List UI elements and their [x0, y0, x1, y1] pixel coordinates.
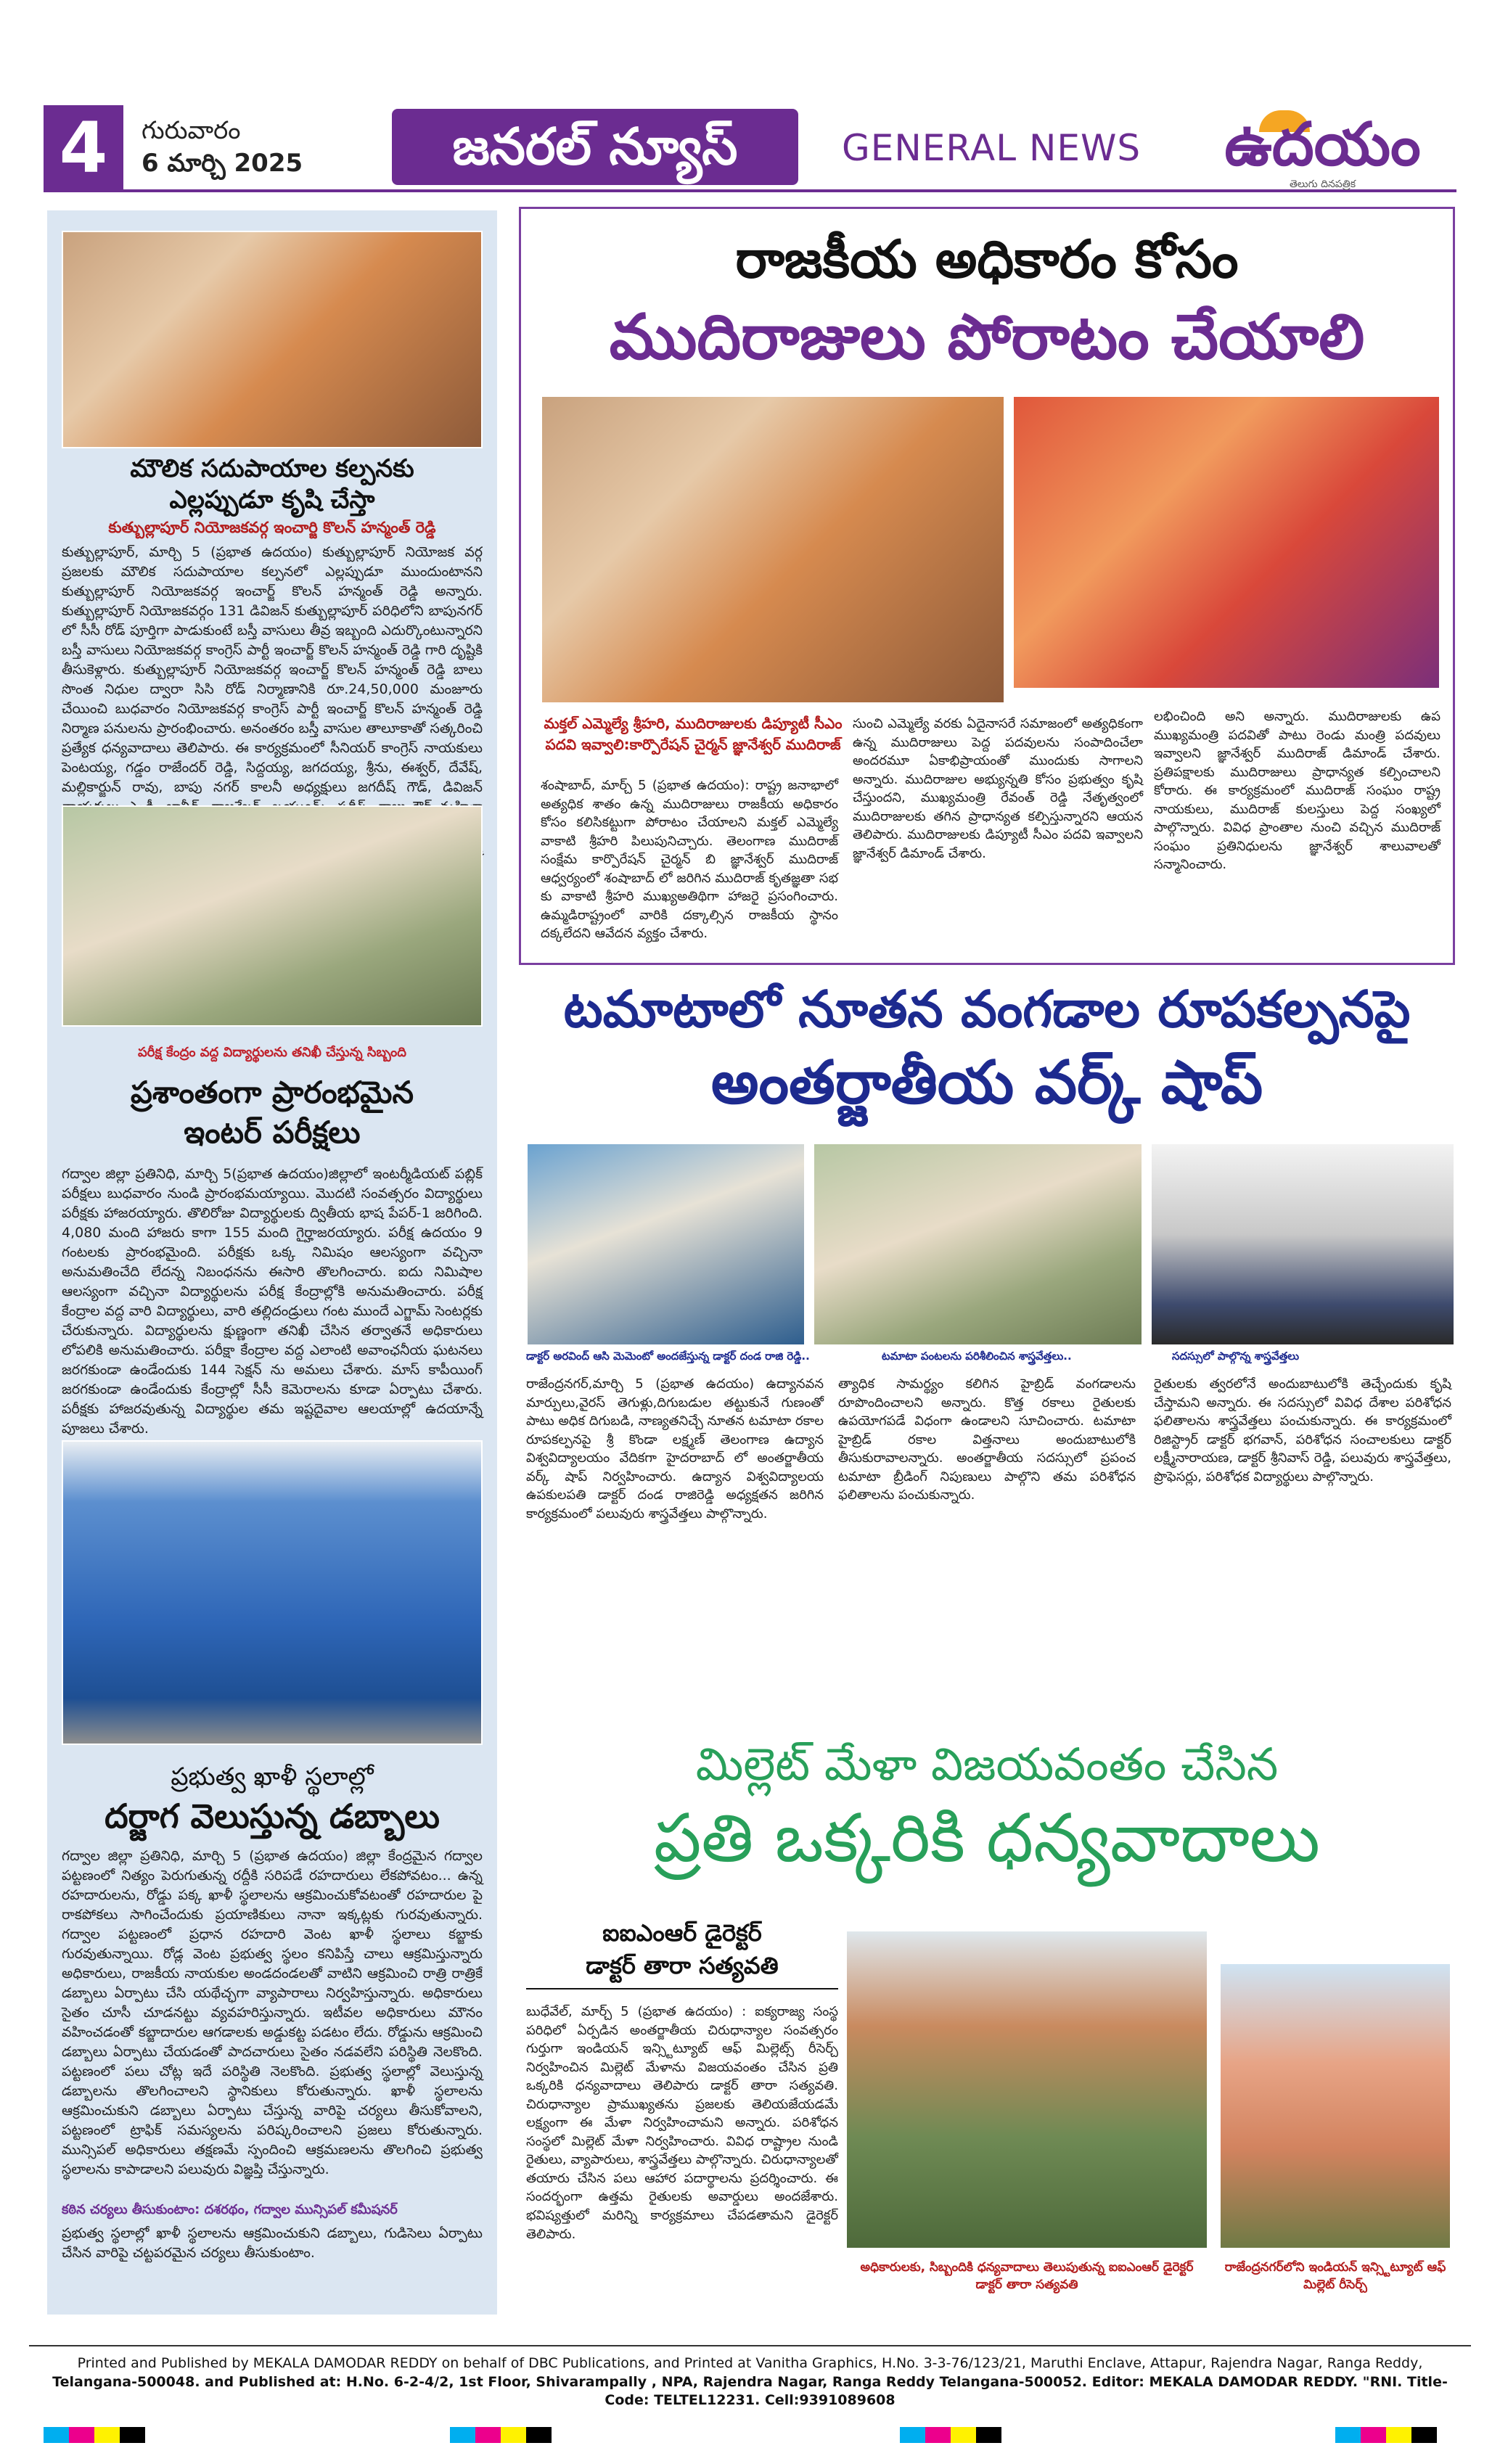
registration-mark — [1335, 2427, 1437, 2443]
main-story3-caption-2: రాజేంద్రనగర్‌లోని ఇండియన్ ఇన్స్టిట్యూట్ ఆఫ్ మిల్లెట్ రీసెర్చ్ — [1224, 2260, 1446, 2292]
imprint-line-1: Printed and Published by MEKALA DAMODAR REDDY on behalf of DBC Publications, and Printed at Vanitha Graphics, H.No. 3-3-76/123/21, Maruthi Enclave, Attapur, Rajendra Nagar, Ranga Reddy, — [77, 2355, 1423, 2371]
main-story2-headline-1: టమాటాలో నూతన వంగడాల రూపకల్పనపై — [563, 980, 1411, 1039]
left-story3-footer-caption: కఠిన చర్యలు తీసుకుంటాం: దశరథం, గద్వాల మున్సిపల్ కమీషనర్ — [62, 2202, 398, 2217]
photo-millet-research-building — [1219, 1963, 1451, 2249]
page-number: 4 — [44, 105, 123, 191]
photo-exam-center — [62, 805, 483, 1027]
left-story2-caption: పరీక్ష కేంద్రం వద్ద విద్యార్థులను తనిఖీ చేస్తున్న సిబ్బంది — [137, 1045, 407, 1060]
subhead-divider — [526, 1988, 838, 1989]
main-story1-headline-2: ముదిరాజులు పోరాటం చేయాలి — [609, 301, 1365, 374]
main-story1-col2: సుంచి ఎమ్మెల్యే వరకు ఏదైనాసరే సమాజంలో అత్యధికంగా ఉన్న ముదిరాజులు పెద్ద పదవులను సంపాదించేలా అందరమూ ఏకాభిప్రాయంతో ముందుకు సాగాలని అన్నారు. ముదిరాజుల అభ్యున్నతి కోసం ప్రభుత్వం కృషి చేస్తుందని, ముఖ్యమంత్రి రేవంత్ రెడ్డి నేతృత్వంలో ముదిరాజులకు తగిన ప్రాధాన్యత కల్పిస్తున్నారని ఆయన తెలిపారు. ముదిరాజులకు డిప్యూటీ సీఎం పదవి ఇవ్వాలని జ్ఞానేశ్వర్ డిమాండ్ చేశారు. — [853, 716, 1143, 861]
main-story1-caption: మక్తల్ ఎమ్మెల్యే శ్రీహరి, ముదిరాజులకు డిప్యూటీ సీఎం పదవి ఇవ్వాలి:కార్పొరేషన్ చైర్మన్ జ్ఞానేశ్వర్ ముదిరాజ్ — [544, 715, 843, 753]
section-title-english: GENERAL NEWS — [842, 127, 1142, 169]
registration-mark — [44, 2427, 145, 2443]
main-story3-col1: బుధేవేల్, మార్చ్ 5 (ప్రభాత ఉదయం) : ఐక్యరాజ్య సంస్థ పరిధిలో ఏర్పడిన అంతర్జాతీయ చిరుధాన్యాల సంవత్సరం గుర్తుగా ఇండియన్ ఇన్స్టిట్యూట్ ఆఫ్ మిల్లెట్స్ రీసెర్చ్ నిర్వహించిన మిల్లెట్ మేళాను విజయవంతం చేసిన ప్రతి ఒక్కరికి ధన్యవాదాలు తెలిపారు డాక్టర్ తారా సత్యవతి. చిరుధాన్యాల ప్రాముఖ్యతను ప్రజలకు తెలియజేయడమే లక్ష్యంగా ఈ మేళా నిర్వహించామని అన్నారు. పరిశోధన సంస్థలో మిల్లెట్ మేళా నిర్వహించారు. వివిధ రాష్ట్రాల నుండి రైతులు, వ్యాపారులు, శాస్త్రవేత్తలు పాల్గొన్నారు. చిరుధాన్యాలతో తయారు చేసిన పలు ఆహార పదార్థాలను ప్రదర్శించారు. ఈ సందర్భంగా ఉత్తమ రైతులకు అవార్డులు అందజేశారు. భవిష్యత్తులో మరిన్ని కార్యక్రమాలు చేపడతామని డైరెక్టర్ తెలిపారు. — [526, 2004, 838, 2242]
left-story1-body: కుత్బుల్లాపూర్, మార్చి 5 (ప్రభాత ఉదయం) కుత్బుల్లాపూర్ నియోజక వర్గ ప్రజలకు మౌలిక సదుపాయాల కల్పనలో ఎల్లప్పుడూ ముందుంటానని కుత్బుల్లాపూర్ నియోజకవర్గ ఇంచార్జ్ కొలన్ హన్మంత్ రెడ్డి అన్నారు. కుత్బుల్లాపూర్ నియోజకవర్గం 131 డివిజన్ కుత్బుల్లాపూర్ పరిధిలోని బాపునగర్ లో సీసీ రోడ్ పూర్తిగా పాడుకుంటే బస్తీ వాసులు తీవ్ర ఇబ్బంది ఎదుర్కొంటున్నారని బస్తీ వాసులు నియోజకవర్గ కాంగ్రెస్ పార్టీ ఇంచార్జ్ కొలన్ హన్మంత్ రెడ్డి గారి దృష్టికి తీసుకెళ్లారు. కుత్బుల్లాపూర్ నియోజకవర్గ ఇంచార్జ్ కొలన్ హన్మంత్ రెడ్డి బాలు సొంత నిధుల ద్వారా సిసి రోడ్ నిర్మాణానికి రూ.24,50,000 మంజూరు చేయించి బుధవారం నియోజకవర్గ కాంగ్రెస్ పార్టీ ఇంచార్జ్ కొలన్ హన్మంత్ రెడ్డి నిర్మాణ పనులను ప్రారంభించారు. అనంతరం బస్తీ వాసుల తాలూకాతో సత్కరించి ప్రత్యేక ధన్యవాదాలు తెలిపారు. ఈ కార్యక్రమంలో సీనియర్ కాంగ్రెస్ నాయకులు పెంటయ్య, గడ్డం రాజేందర్ రెడ్డి, సిద్దయ్య, జగదయ్య, శ్రీను, ఈశ్వర్, దేవేష్, మల్లికార్జున్ రావు, బాపు నగర్ కాలనీ అధ్యక్షులు జగదీష్ గౌడ్, డివిజన్ — [62, 544, 483, 795]
issue-date: 6 మార్చి 2025 — [142, 149, 303, 178]
main-story1-col3: లభించింది అని అన్నారు. ముదిరాజులకు ఉప ముఖ్యమంత్రి పదవితో పాటు రెండు మంత్రి పదవులు ఇవ్వాలని జ్ఞానేశ్వర్ ముదిరాజ్ డిమాండ్ చేశారు. ప్రతిపక్షాలకు ముదిరాజులు ప్రాధాన్యత కల్పించాలని కోరారు. ఈ కార్యక్రమంలో ముదిరాజ్ సంఘం రాష్ట్ర నాయకులు, ముదిరాజ్ కులస్తులు పెద్ద సంఖ్యలో పాల్గొన్నారు. వివిధ ప్రాంతాల నుంచి వచ్చిన ముదిరాజ్ సంఘం ప్రతినిధులను జ్ఞానేశ్వర్ శాలువాలతో సన్మానించారు. — [1154, 709, 1440, 873]
photo-memento-handover — [526, 1143, 806, 1346]
issue-day: గురువారం — [142, 116, 241, 145]
left-story3-footer-body: ప్రభుత్వ స్థలాల్లో ఖాళీ స్థలాలను ఆక్రమించుకుని డబ్బాలు, గుడిసెలు ఏర్పాటు చేసిన వారిపై చట్టపరమైన చర్యలు తీసుకుంటాం. — [62, 2225, 483, 2261]
main-story3-subhead-1: ఐఐఎంఆర్ డైరెక్టర్ — [602, 1919, 762, 1947]
main-story2-caption-2: టమాటా పంటలను పరిశీలించిన శాస్త్రవేత్తలు.. — [882, 1350, 1072, 1363]
section-title-telugu: జనరల్ న్యూస్ — [392, 109, 798, 185]
main-story2-col2: త్యాధిక సామర్థ్యం కలిగిన హైబ్రిడ్ వంగడాలను రూపొందించాలని అన్నారు. కొత్త రకాలు రైతులకు ఉపయోగపడే విధంగా ఉండాలని సూచించారు. టమాటా హైబ్రిడ్ రకాల విత్తనాలు అందుబాటులోకి తీసుకురావాలన్నారు. అంతర్జాతీయ సదస్సులో ప్రపంచ టమాటా బ్రీడింగ్ నిపుణులు పాల్గొని తమ పరిశోధన ఫలితాలను పంచుకున్నారు. — [838, 1376, 1136, 1503]
photo-mudiraj-stage — [1012, 395, 1440, 689]
photo-blue-container-stall — [62, 1440, 483, 1745]
registration-mark — [900, 2427, 1001, 2443]
main-story2-caption-1: డాక్టర్ అరవింద్ ఆసి మెమెంటో అందజేస్తున్న డాక్టర్ దండ రాజి రెడ్డి.. — [526, 1350, 810, 1363]
main-story1-col1: శంషాబాద్, మార్చ్ 5 (ప్రభాత ఉదయం): రాష్ట్ర జనాభాలో అత్యధిక శాతం ఉన్న ముదిరాజులు రాజకీయ అధికారం కోసం కలిసికట్టుగా పోరాటం చేయాలని మక్తల్ ఎమ్మెల్యే వాకాటి శ్రీహరి పిలుపునిచ్చారు. తెలంగాణ ముదిరాజ్ సంక్షేమ కార్పొరేషన్ చైర్మన్ బి జ్ఞానేశ్వర్ ముదిరాజ్ ఆధ్వర్యంలో శంషాబాద్ లో జరిగిన ముదిరాజ్ కృతజ్ఞతా సభ కు వాకాటి శ్రీహరి ముఖ్యఅతిథిగా హాజరై ప్రసంగించారు. ఉమ్మడిరాష్ట్రంలో వారికి దక్కాల్సిన రాజకీయ స్థానం దక్కలేదని ఆవేదన వ్యక్తం చేశారు. — [541, 778, 838, 942]
left-story1-headline-2: ఎల్లప్పుడూ కృషి చేస్తా — [169, 485, 375, 514]
photo-workshop-hall — [1150, 1143, 1455, 1346]
main-story2-col3: రైతులకు త్వరలోనే అందుబాటులోకి తెచ్చేందుకు కృషి చేస్తామని అన్నారు. ఈ సదస్సులో వివిధ దేశాల పరిశోధన ఫలితాలను శాస్త్రవేత్తలు పంచుకున్నారు. ఈ కార్యక్రమంలో రిజిస్ట్రార్ డాక్టర్ భగవాన్, పరిశోధన సంచాలకులు డాక్టర్ లక్ష్మీనారాయణ, డాక్టర్ శ్రీనివాస్ రెడ్డి, పలువురు శాస్త్రవేత్తలు, ప్రొఫెసర్లు, పరిశోధక విద్యార్థులు పాల్గొన్నారు. — [1154, 1376, 1451, 1484]
left-story3-headline-1: ప్రభుత్వ ఖాళీ స్థలాల్లో — [171, 1762, 374, 1791]
left-story2-headline-1: ప్రశాంతంగా ప్రారంభమైన — [131, 1075, 414, 1110]
left-story3-headline-2: దర్జాగ వెలుస్తున్న డబ్బాలు — [104, 1796, 440, 1836]
main-story2-col1: రాజేంద్రనగర్,మార్చి 5 (ప్రభాత ఉదయం) ఉద్యానవన మార్పులు,వైరస్ తెగుళ్లు,దిగుబడుల తట్టుకునే గుణంతో పాటు అధిక దిగుబడి, నాణ్యతనిచ్చే నూతన టమాటా రకాల రూపకల్పనపై శ్రీ కొండా లక్ష్మణ్ తెలంగాణ ఉద్యాన విశ్వవిద్యాలయం వేదికగా హైదరాబాద్ లో అంతర్జాతీయ వర్క్ షాప్ నిర్వహించారు. ఉద్యాన విశ్వవిద్యాలయ ఉపకులపతి డాక్టర్ దండ రాజిరెడ్డి అధ్యక్షతన జరిగిన కార్యక్రమంలో పలువురు శాస్త్రవేత్తలు పాల్గొన్నారు. — [526, 1376, 824, 1521]
photo-mudiraj-felicitation — [541, 395, 1005, 704]
newspaper-logo: ఉదయం — [1224, 110, 1421, 179]
left-story3-body: గద్వాల జిల్లా ప్రతినిధి, మార్చి 5 (ప్రభాత ఉదయం) జిల్లా కేంద్రమైన గద్వాల పట్టణంలో నిత్యం పెరుగుతున్న రద్దీకి సరిపడే రహదారులు లేకపోవటం... ఉన్న రహదారులను, రోడ్డు పక్క ఖాళీ స్థలాలను ఆక్రమించుకోవటంతో రహదారుల పై రాకపోకలు సాగించేందుకు ప్రయాణికులు నానా ఇక్కట్లకు గురవుతున్నారు. గద్వాల పట్టణంలో ప్రధాన రహదారి వెంట ఖాళీ స్థలాలు కబ్జాకు గురవుతున్నాయి. రోడ్ల వెంట ప్రభుత్వ స్థలం కనిపిస్తే చాలు ఆక్రమిస్తున్నారు అధికారులు, రాజకీయ నాయకుల అండదండలతో వాటిని ఆక్రమించి రాత్రి రాత్రికే డబ్బాలు ఏర్పాటు చేసి యథేచ్ఛగా వ్యాపారాలు నిర్వహిస్తున్నారు. అధికారులు సైతం చూసీ చూడనట్టు వ్యవహరిస్తున్నారు. ఇటీవల అధికారులు మౌనం వహించడంతో కబ్జాదారుల ఆగడాలకు అడ్డుకట్ట పడటం లేదు. రోడ్డును ఆక్రమించి డబ్బాలు ఏర్పాటు చేయడంతో పాదచారులు సైతం నడవలేని పరిస్థితి నెలకొంది. పట్టణంలో పలు చోట్ల ఇదే పరిస్థితి నెలకొంది. ప్రభుత్వ స్థలాల్లో వెలుస్తున్న డబ్బాలను తొలగించాలని స్థానికులు కోరుతున్నారు. ఖాళీ స్థలాలను ఆక్రమించుకుని డబ్బాలు ఏర్పాటు చేస్తున్న వారిపై చర్యలు తీసుకోవాలని, పట్టణంలో ట్రాఫిక్ సమస్యలను పరిష్కరించాలని ప్రజలు కోరుతున్నారు. మున్సిపల్ అధికారులు తక్షణమే స్పందించి ఆక్రమణలను తొలగించి ప్రభుత్వ స్థలాలను కాపాడాలని పలువురు విజ్ఞప్తి చేస్తున్నారు. — [62, 1848, 483, 2177]
imprint-footer — [29, 2354, 1471, 2410]
main-story1-headline-1: రాజకీయ అధికారం కోసం — [735, 229, 1239, 289]
main-story3-headline-2: ప్రతి ఒక్కరికి ధన్యవాదాలు — [654, 1799, 1320, 1877]
imprint-line-2: Telangana-500048. and Published at: H.No. 6-2-4/2, 1st Floor, Shivarampally , NPA, Rajendra Nagar, Ranga Reddy Telangana-500052. Editor: MEKALA DAMODAR REDDY. "RNI. Title- Code: TELTEL12231. Cell:9391089608 — [52, 2373, 1448, 2409]
left-story2-headline-2: ఇంటర్ పరీక్షలు — [184, 1114, 361, 1150]
left-story2-body: గద్వాల జిల్లా ప్రతినిధి, మార్చి 5(ప్రభాత ఉదయం)జిల్లాలో ఇంటర్మీడియట్ పబ్లిక్ పరీక్షలు బుధవారం నుండి ప్రారంభమయ్యాయి. మొదటి సంవత్సరం విద్యార్థులు పరీక్షకు హాజరయ్యారు. తొలిరోజు విద్యార్థులకు ద్వితీయ భాష పేపర్-1 జరిగింది. 4,080 మంది హాజరు కాగా 155 మంది గైర్హాజరయ్యారు. పరీక్ష ఉదయం 9 గంటలకు ప్రారంభమైంది. పరీక్షకు ఒక్క నిమిషం ఆలస్యంగా వచ్చినా అనుమతించేది లేదన్న నిబంధనను ఈసారి తొలగించారు. ఐదు నిమిషాల ఆలస్యంగా వచ్చినా విద్యార్థులను పరీక్ష కేంద్రాల్లోకి అనుమతించారు. పరీక్ష కేంద్రాల వద్ద వారి విద్యార్థులు, వారి తల్లిదండ్రులు గంట ముందే ఎగ్జామ్ సెంటర్లకు చేరుకున్నారు. విద్యార్థులను క్షుణ్ణంగా తనిఖీ చేసిన తర్వాతనే అధికారులు లోపలికి అనుమతించారు. పరీక్షా కేంద్రాల వద్ద ఎలాంటి అవాంఛనీయ ఘటనలు జరగకుండా ఉండేందుకు 144 సెక్షన్ ను అమలు చేశారు. మాస్ కాపీయింగ్ జరగకుండా ఉండేందుకు కేంద్రాల్లో సీసీ కెమెరాలను కూడా ఏర్పాటు చేశారు. పరీక్షకు హాజరవుతున్న విద్యార్థుల తమ ఇష్టదైవాల ఆలయాల్లో ఉదయాన్నే పూజలు చేశారు. — [62, 1166, 483, 1437]
photo-tomato-field-visit — [813, 1143, 1143, 1346]
photo-millet-institute-gathering — [845, 1930, 1208, 2249]
registration-mark — [450, 2427, 552, 2443]
left-story1-headline-1: మౌలిక సదుపాయాల కల్పనకు — [130, 454, 414, 483]
main-story3-headline-1: మిల్లెట్ మేళా విజయవంతం చేసిన — [695, 1738, 1279, 1791]
footer-rule — [29, 2345, 1471, 2346]
left-story1-byline: కుత్బుల్లాపూర్ నియోజకవర్గ ఇంచార్జి కొలన్ హన్మంత్ రెడ్డి — [108, 519, 436, 536]
main-story3-subhead-2: డాక్టర్ తారా సత్యవతి — [586, 1952, 779, 1979]
main-story2-caption-3: సదస్సులో పాల్గొన్న శాస్త్రవేత్తలు — [1172, 1350, 1300, 1363]
logo-tagline: తెలుగు దినపత్రిక — [1289, 178, 1356, 190]
photo-ceremony-procession — [62, 231, 483, 448]
main-story3-caption-1: అధికారులకు, సిబ్బందికి ధన్యవాదాలు తెలుపుతున్న ఐఐఎంఆర్ డైరెక్టర్ డాక్టర్ తారా సత్యవతి — [860, 2260, 1194, 2292]
main-story2-headline-2: అంతర్జాతీయ వర్క్ షాప్ — [710, 1048, 1263, 1117]
